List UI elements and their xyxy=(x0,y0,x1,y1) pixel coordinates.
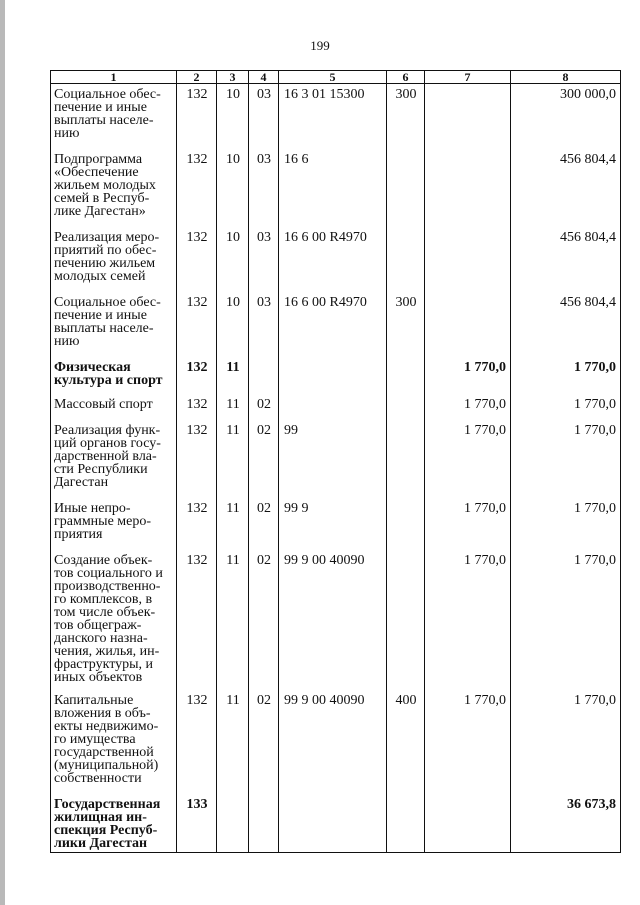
target-article-cell xyxy=(279,794,387,853)
budget-table xyxy=(50,70,621,853)
row-name-cell: Государственная жилищная ин- спекция Респуб- лики Дагестан xyxy=(51,794,177,853)
expense-type-cell xyxy=(387,357,425,394)
target-article-cell: 99 xyxy=(279,420,387,498)
amount-col7-cell xyxy=(425,227,511,292)
section-cell: 11 xyxy=(217,498,249,550)
amount-col8-cell: 456 804,4 xyxy=(511,227,621,292)
table-row xyxy=(51,550,621,690)
target-article-cell: 16 6 xyxy=(279,149,387,227)
subsection-cell: 03 xyxy=(249,149,279,227)
row-name-cell: Подпрограмма «Обеспечение жильем молодых семей в Респуб- лике Дагестан» xyxy=(51,149,177,227)
target-article-cell xyxy=(279,357,387,394)
section-cell: 10 xyxy=(217,84,249,149)
subsection-cell xyxy=(249,794,279,853)
amount-col7-cell xyxy=(425,794,511,853)
expense-type-cell xyxy=(387,227,425,292)
table-row xyxy=(51,420,621,498)
code-adm-cell: 132 xyxy=(177,227,217,292)
row-name-cell: Физическая культура и спорт xyxy=(51,357,177,394)
amount-col8-cell: 36 673,8 xyxy=(511,794,621,853)
expense-type-cell xyxy=(387,149,425,227)
table-row xyxy=(51,84,621,149)
table-body xyxy=(51,84,621,853)
subsection-cell xyxy=(249,357,279,394)
section-cell xyxy=(217,794,249,853)
row-name-cell: Социальное обес- печение и иные выплаты населе- нию xyxy=(51,292,177,357)
section-cell: 10 xyxy=(217,227,249,292)
code-adm-cell: 132 xyxy=(177,420,217,498)
target-article-cell xyxy=(279,394,387,420)
subsection-cell: 02 xyxy=(249,498,279,550)
code-adm-cell: 132 xyxy=(177,498,217,550)
subsection-cell: 02 xyxy=(249,394,279,420)
column-header: 7 xyxy=(425,71,511,84)
expense-type-cell xyxy=(387,420,425,498)
column-header: 4 xyxy=(249,71,279,84)
page-number: 199 xyxy=(310,38,330,53)
target-article-cell: 16 6 00 R4970 xyxy=(279,292,387,357)
amount-col7-cell: 1 770,0 xyxy=(425,420,511,498)
row-name-cell: Реализация функ- ций органов госу- дарственной вла- сти Республики Дагестан xyxy=(51,420,177,498)
amount-col8-cell: 456 804,4 xyxy=(511,149,621,227)
amount-col7-cell xyxy=(425,84,511,149)
code-adm-cell: 132 xyxy=(177,84,217,149)
expense-type-cell xyxy=(387,794,425,853)
amount-col7-cell xyxy=(425,292,511,357)
expense-type-cell xyxy=(387,498,425,550)
section-cell: 11 xyxy=(217,420,249,498)
table-row xyxy=(51,227,621,292)
code-adm-cell: 133 xyxy=(177,794,217,853)
target-article-cell: 99 9 00 40090 xyxy=(279,550,387,690)
subsection-cell: 03 xyxy=(249,84,279,149)
amount-col7-cell: 1 770,0 xyxy=(425,394,511,420)
amount-col8-cell: 1 770,0 xyxy=(511,357,621,394)
section-cell: 10 xyxy=(217,292,249,357)
row-name-cell: Массовый спорт xyxy=(51,394,177,420)
amount-col8-cell: 1 770,0 xyxy=(511,420,621,498)
table-row xyxy=(51,292,621,357)
amount-col8-cell: 1 770,0 xyxy=(511,550,621,690)
code-adm-cell: 132 xyxy=(177,149,217,227)
target-article-cell: 99 9 00 40090 xyxy=(279,690,387,794)
code-adm-cell: 132 xyxy=(177,690,217,794)
row-name-cell: Реализация меро- приятий по обес- печению жильем молодых семей xyxy=(51,227,177,292)
subsection-cell: 02 xyxy=(249,420,279,498)
row-name-cell: Капитальные вложения в объ- екты недвижимо- го имущества государственной (муниципальной) собственности xyxy=(51,690,177,794)
expense-type-cell xyxy=(387,394,425,420)
section-cell: 11 xyxy=(217,550,249,690)
table-row xyxy=(51,149,621,227)
column-header: 6 xyxy=(387,71,425,84)
table-row xyxy=(51,394,621,420)
amount-col8-cell: 1 770,0 xyxy=(511,690,621,794)
section-cell: 11 xyxy=(217,690,249,794)
amount-col8-cell: 300 000,0 xyxy=(511,84,621,149)
amount-col8-cell: 1 770,0 xyxy=(511,394,621,420)
row-name-cell: Иные непро- граммные меро- приятия xyxy=(51,498,177,550)
table-row xyxy=(51,690,621,794)
expense-type-cell: 300 xyxy=(387,84,425,149)
subsection-cell: 03 xyxy=(249,292,279,357)
code-adm-cell: 132 xyxy=(177,394,217,420)
amount-col7-cell: 1 770,0 xyxy=(425,690,511,794)
column-header: 5 xyxy=(279,71,387,84)
column-header: 1 xyxy=(51,71,177,84)
amount-col7-cell: 1 770,0 xyxy=(425,550,511,690)
amount-col8-cell: 1 770,0 xyxy=(511,498,621,550)
subsection-cell: 03 xyxy=(249,227,279,292)
row-name-cell: Социальное обес- печение и иные выплаты населе- нию xyxy=(51,84,177,149)
amount-col7-cell: 1 770,0 xyxy=(425,357,511,394)
target-article-cell: 99 9 xyxy=(279,498,387,550)
amount-col8-cell: 456 804,4 xyxy=(511,292,621,357)
row-name-cell: Создание объек- тов социального и производственно- го комплексов, в том числе объек- тов общеграж- данского назна- чения, жилья, ин- фраструктуры, и иных объектов xyxy=(51,550,177,690)
amount-col7-cell xyxy=(425,149,511,227)
table-row xyxy=(51,498,621,550)
target-article-cell: 16 6 00 R4970 xyxy=(279,227,387,292)
subsection-cell: 02 xyxy=(249,550,279,690)
column-header: 2 xyxy=(177,71,217,84)
code-adm-cell: 132 xyxy=(177,550,217,690)
column-header: 3 xyxy=(217,71,249,84)
header-row xyxy=(51,71,621,84)
expense-type-cell xyxy=(387,550,425,690)
table-row xyxy=(51,794,621,853)
section-cell: 11 xyxy=(217,394,249,420)
target-article-cell: 16 3 01 15300 xyxy=(279,84,387,149)
subsection-cell: 02 xyxy=(249,690,279,794)
scan-left-edge xyxy=(0,0,5,905)
table-row xyxy=(51,357,621,394)
amount-col7-cell: 1 770,0 xyxy=(425,498,511,550)
expense-type-cell: 400 xyxy=(387,690,425,794)
code-adm-cell: 132 xyxy=(177,357,217,394)
code-adm-cell: 132 xyxy=(177,292,217,357)
section-cell: 10 xyxy=(217,149,249,227)
section-cell: 11 xyxy=(217,357,249,394)
column-header: 8 xyxy=(511,71,621,84)
expense-type-cell: 300 xyxy=(387,292,425,357)
